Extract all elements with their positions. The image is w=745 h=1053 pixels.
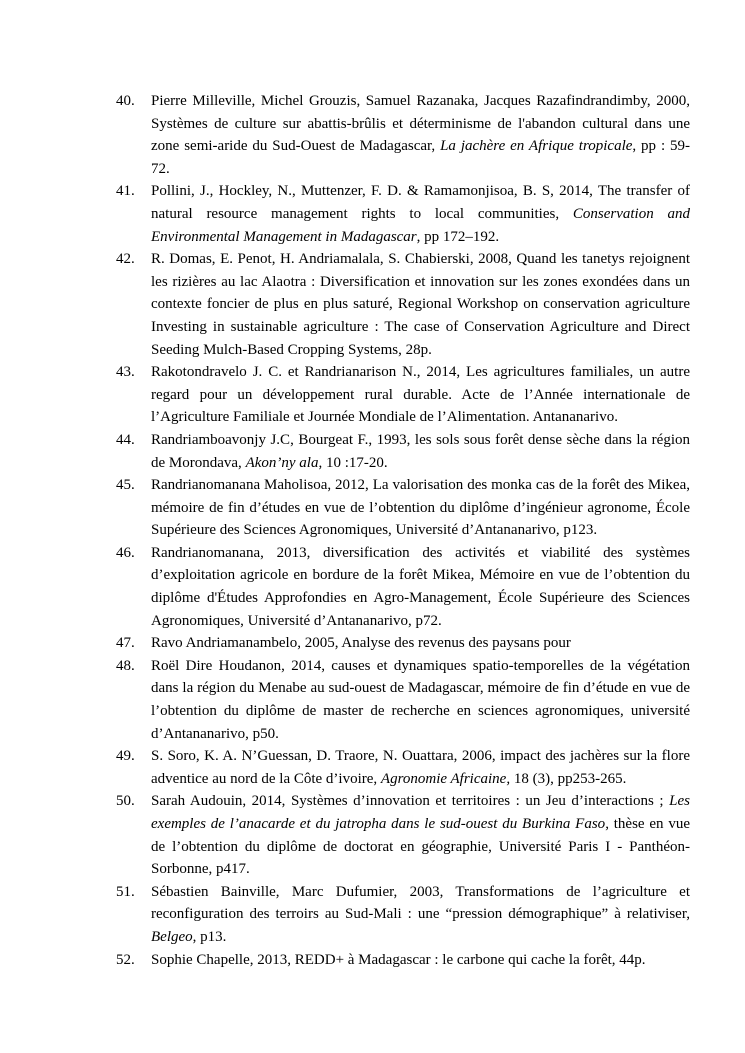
reference-text [151,429,690,474]
reference-list [116,90,690,971]
reference-item [116,881,690,949]
reference-item [116,180,690,248]
reference-italic-title: Belgeo [151,928,193,945]
reference-text-segment: , pp 172–192. [416,228,500,245]
reference-text-segment: Randriamboavonjy J.C, Bourgeat F., 1993, les sols sous forêt dense sèche dans la région de Morondava, [151,431,690,471]
reference-italic-title: Agronomie Africaine, [380,770,511,787]
reference-item [116,745,690,790]
reference-number: 43. [116,364,135,381]
reference-item [116,474,690,542]
reference-text [151,745,690,790]
reference-number: 42. [116,251,135,268]
reference-number: 47. [116,635,135,652]
reference-text [151,248,690,361]
reference-number: 41. [116,183,135,200]
reference-number: 48. [116,657,135,674]
reference-text-segment: , 10 :17-20. [318,454,388,471]
reference-text-segment: Roël Dire Houdanon, 2014, causes et dynamiques spatio-temporelles de la végétation dans la région du Menabe au sud-ouest de Madagascar, mémoire de fin d’étude en vue de l’obtention du diplôme de master de recherche en sciences agronomiques, université d’Antananarivo, p50. [151,657,690,742]
reference-text [151,361,690,429]
reference-italic-title: Akon’ny ala [245,454,319,471]
reference-number: 46. [116,544,135,561]
reference-number: 50. [116,793,135,810]
reference-text [151,542,690,632]
reference-item [116,790,690,880]
reference-item [116,248,690,361]
reference-text [151,180,690,248]
reference-item [116,632,690,655]
reference-italic-title: Conservation and Environmental Management in Madagascar [151,205,690,245]
reference-number: 51. [116,883,135,900]
reference-text-segment: Randrianomanana Maholisoa, 2012, La valorisation des monka cas de la forêt des Mikea, mémoire de fin d’études en vue de l’obtention du diplôme d’ingénieur agronome, École Supérieure des Sciences Agronomiques, Université d’Antananarivo, p123. [151,477,690,539]
reference-text [151,949,690,972]
reference-item [116,949,690,972]
reference-text-segment: R. Domas, E. Penot, H. Andriamalala, S. Chabierski, 2008, Quand les tanetys rejoignent les rizières au lac Alaotra : Diversification et innovation sur les zones exondées dans un contexte foncier de plus en plus saturé, Regional Workshop on conservation agriculture Investing in sustainable agriculture : The case of Conservation Agriculture and Direct Seeding Mulch-Based Cropping Systems, 28p. [151,251,690,358]
reference-text-segment: Sarah Audouin, 2014, Systèmes d’innovation et territoires : un Jeu d’interactions ; [151,793,670,810]
reference-text [151,474,690,542]
reference-item [116,361,690,429]
reference-text-segment: Pierre Milleville, Michel Grouzis, Samuel Razanaka, Jacques Razafindrandimby, 2000, Systèmes de culture sur abattis-brûlis et déterminisme de l'abandon cultural dans une zone semi-aride du Sud-Ouest de Madagascar, [151,93,690,155]
reference-text-segment: Sébastien Bainville, Marc Dufumier, 2003, Transformations de l’agriculture et reconfiguration des terroirs au Sud-Mali : une “pression démographique” à relativiser, [151,883,690,923]
reference-item [116,542,690,632]
reference-number: 40. [116,93,135,109]
reference-text [151,655,690,745]
reference-text [151,90,690,180]
reference-item [116,90,690,180]
reference-number: 49. [116,748,135,765]
reference-item [116,429,690,474]
reference-text [151,881,690,949]
reference-italic-title: Les exemples de l’anacarde et du jatropha dans le sud-ouest du Burkina Faso [151,793,690,832]
reference-text [151,790,690,880]
reference-text-segment: S. Soro, K. A. N’Guessan, D. Traore, N. Ouattara, 2006, impact des jachères sur la flore adventice au nord de la Côte d’ivoire, [151,748,690,787]
reference-text-segment: Rakotondravelo J. C. et Randrianarison N., 2014, Les agricultures familiales, un autre regard pour un développement rural durable. Acte de l’Année internationale de l’Agriculture Familiale et Journée Mondiale de l’Alimentation. Antananarivo. [151,364,690,426]
reference-italic-title: La jachère en Afrique tropicale [440,138,633,155]
reference-text-segment: Ravo Andriamanambelo, 2005, Analyse des revenus des paysans pour [151,635,571,652]
reference-text-segment: Randrianomanana, 2013, diversification des activités et viabilité des systèmes d’exploitation agricole en bordure de la forêt Mikea, Mémoire en vue de l’obtention du diplôme d'Études Approfondies en Agro-Management, École Supérieure des Sciences Agronomiques, Université d’Antananarivo, p72. [151,544,690,629]
reference-number: 44. [116,431,135,448]
reference-text-segment: , pp : 59-72. [151,138,690,177]
reference-text-segment: , p13. [192,928,227,945]
reference-item [116,655,690,745]
reference-number: 45. [116,477,135,494]
reference-text-segment: , thèse en vue de l’obtention du diplôme de doctorat en géographie, Université Paris I - Panthéon-Sorbonne, p417. [151,816,690,878]
reference-text-segment: Sophie Chapelle, 2013, REDD+ à Madagascar : le carbone qui cache la forêt, 44p. [151,951,646,968]
reference-text [151,632,690,655]
reference-number: 52. [116,951,135,968]
reference-text-segment: 18 (3), pp253-265. [510,770,627,787]
reference-text-segment: Pollini, J., Hockley, N., Muttenzer, F. D. & Ramamonjisoa, B. S, 2014, The transfer of natural resource management rights to local communities, [151,183,690,222]
